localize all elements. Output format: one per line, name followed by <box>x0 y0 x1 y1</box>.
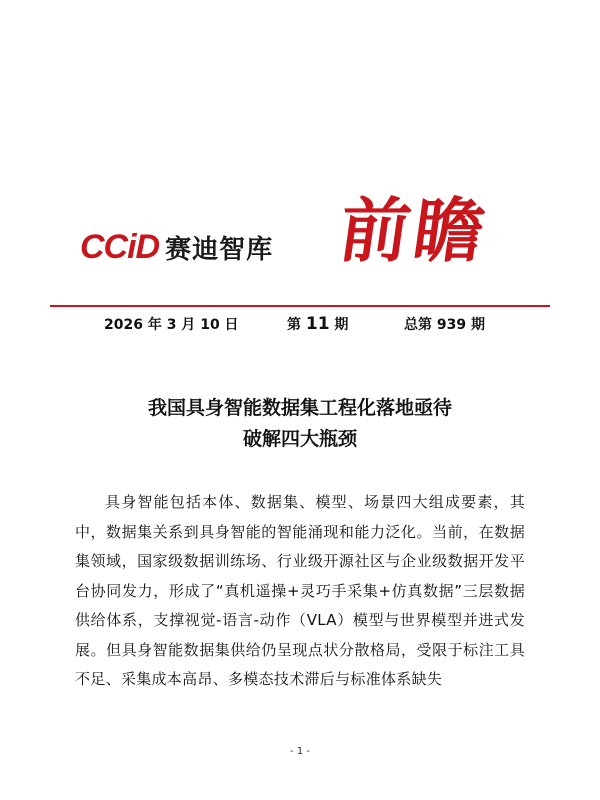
article-paragraph: 具身智能包括本体、数据集、模型、场景四大组成要素，其中，数据集关系到具身智能的智能涌现和能力泛化。当前，在数据集领域，国家级数据训练场、行业级开源社区与企业级数据开发平台协同发力，形成了“真机遥操+灵巧手采集+仿真数据”三层数据供给体系，支撑视觉-语言-动作（VLA）模型与世界模型并进式发展。但具身智能数据集供给仍呈现点状分散格局，受限于标注工具不足、采集成本高昂、多模态技术滞后与标准体系缺失 <box>75 493 525 688</box>
issue-suffix: 期 <box>334 317 349 333</box>
issue-number-value: 11 <box>305 314 330 334</box>
ccid-logo <box>80 222 273 272</box>
logo-chinese: 赛迪智库 <box>165 234 274 265</box>
issue-date: 2026 年 3 月 10 日 <box>104 317 239 333</box>
header-divider <box>50 305 550 307</box>
issue-total: 总第 939 期 <box>404 317 485 333</box>
article-title-line1: 我国具身智能数据集工程化落地亟待 <box>147 397 452 419</box>
issue-line <box>0 314 600 336</box>
issue-number <box>287 314 348 334</box>
page-number: - 1 - <box>290 746 310 757</box>
logo-latin: CCiD <box>80 227 160 266</box>
issue-prefix: 第 <box>287 317 301 333</box>
article-title <box>0 393 600 455</box>
brand-title: 前瞻 <box>334 189 494 272</box>
article-title-line2: 破解四大瓶颈 <box>242 428 357 450</box>
